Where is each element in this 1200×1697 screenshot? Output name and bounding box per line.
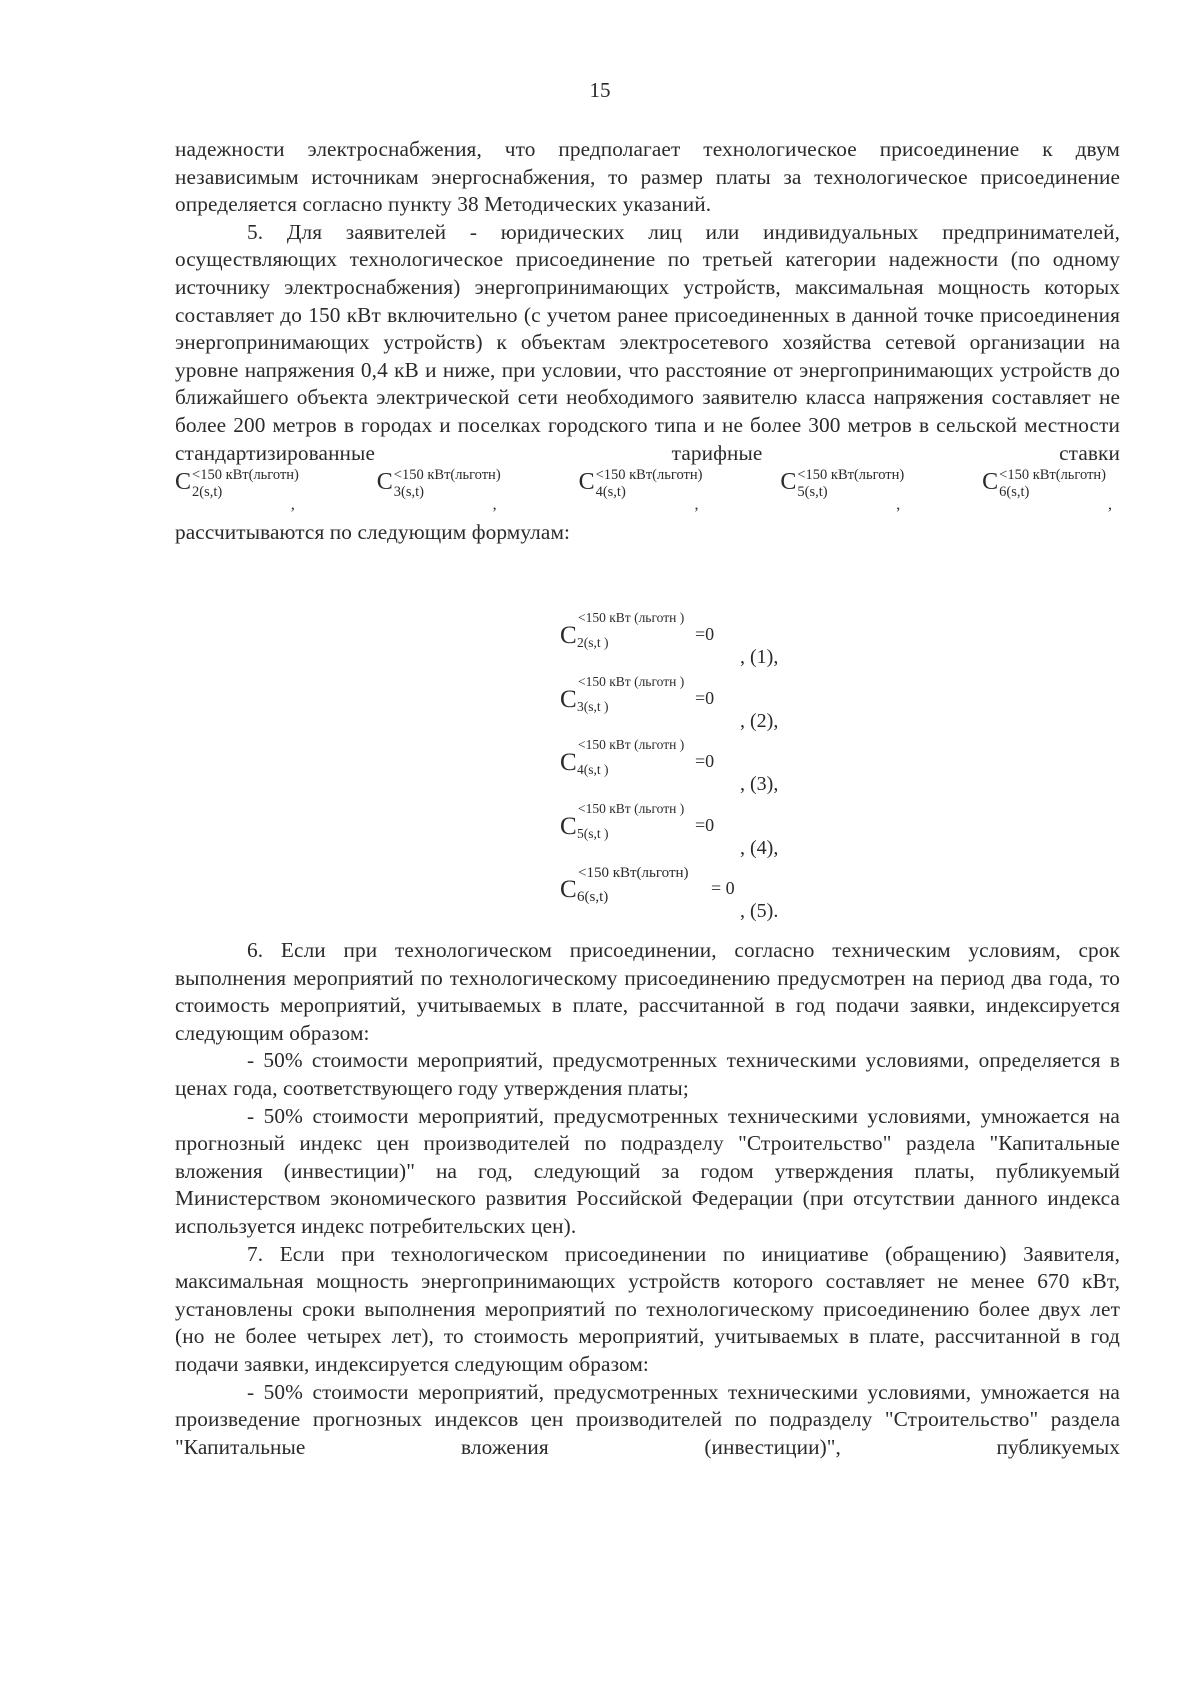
formula-subscript: 4(s,t ): [577, 762, 609, 777]
formula-4: [560, 801, 860, 865]
formula-symbol: C: [560, 685, 577, 713]
formula-equals: =0: [695, 814, 715, 835]
symbol-letter: C: [578, 469, 595, 496]
formula-symbol: C: [560, 812, 577, 840]
formula-number: , (1),: [740, 646, 779, 668]
symbol-separator: ,: [694, 496, 699, 514]
paragraph-7: 7. Если при технологическом присоединении по инициативе (обращению) Заявителя, максимальная мощность энергопринимающих устройств которого составляет не менее 670 кВт, установлены сроки выполнения мероприятий по технологическому присоединению более двух лет (но не более четырех лет), то стоимость мероприятий, учитываемых в плате, рассчитанной в год подачи заявки, индексируется следующим образом:: [175, 1241, 1120, 1376]
formula-subscript: 6(s,t): [577, 889, 609, 905]
symbol-subscript: 2(s,t): [192, 484, 223, 501]
formula-equals: =0: [695, 624, 715, 644]
formula-symbol: C: [560, 749, 577, 776]
symbol-letter: C: [982, 469, 999, 496]
symbol-letter: C: [780, 469, 797, 496]
document-body-top: [175, 136, 1120, 547]
paragraph-6-item-1: - 50% стоимости мероприятий, предусмотренных техническими условиями, определяется в ценах года, соответствующего году утверждения платы;: [175, 1048, 1120, 1100]
formula-3: [560, 737, 860, 801]
rate-symbol-4: [578, 467, 703, 514]
formula-equals: =0: [695, 687, 715, 708]
rate-symbol-6: [982, 467, 1112, 513]
symbol-subscript: 3(s,t): [393, 484, 425, 501]
rate-symbol-3: [376, 467, 501, 514]
symbol-letter: C: [175, 469, 192, 496]
symbol-superscript: <150 кВт(льготн): [595, 467, 703, 484]
symbol-subscript: 4(s,t): [595, 484, 626, 501]
formula-number: , (5).: [740, 900, 779, 922]
rate-symbol-5: [780, 467, 905, 514]
symbol-subscript: 6(s,t): [999, 484, 1030, 501]
formula-superscript: <150 кВт (льготн ): [578, 673, 685, 689]
symbol-separator: ,: [1108, 496, 1112, 514]
formula-5: [560, 864, 860, 928]
symbol-separator: ,: [896, 496, 901, 514]
formula-equals: =0: [695, 751, 715, 771]
formula-2: [560, 674, 860, 738]
formula-subscript: 3(s,t ): [577, 698, 609, 714]
formula-symbol: C: [560, 622, 577, 649]
formula-superscript: <150 кВт (льготн ): [578, 610, 685, 625]
symbol-superscript: <150 кВт(льготн): [192, 467, 299, 484]
symbol-separator: ,: [492, 496, 497, 514]
formula-superscript: <150 кВт (льготн ): [578, 800, 685, 816]
formula-symbol: C: [560, 876, 577, 903]
rate-symbol-2: [175, 467, 299, 514]
symbol-separator: ,: [290, 496, 295, 514]
paragraph-continuation: надежности электроснабжения, что предполагает технологическое присоединение к двум независимым источникам энергоснабжения, то размер платы за технологическое присоединение определяется согласно пункту 38 Методических указаний.: [175, 137, 1120, 217]
symbol-superscript: <150 кВт(льготн): [393, 467, 501, 484]
formula-subscript: 5(s,t ): [577, 825, 609, 841]
formula-equals: = 0: [711, 878, 735, 898]
formula-number: , (2),: [740, 709, 779, 732]
symbol-letter: C: [376, 469, 393, 496]
document-body-bottom: [175, 937, 1120, 1461]
tariff-rate-symbols: [175, 467, 1120, 519]
page-number: 15: [589, 78, 611, 102]
symbol-superscript: <150 кВт(льготн): [999, 467, 1106, 484]
formula-block: [560, 610, 860, 928]
symbol-subscript: 5(s,t): [797, 484, 828, 501]
formula-number: , (3),: [740, 773, 779, 795]
formula-superscript: <150 кВт (льготн ): [578, 737, 685, 752]
paragraph-5: 5. Для заявителей - юридических лиц или индивидуальных предпринимателей, осуществляющих технологическое присоединение по третьей категории надежности (по одному источнику электроснабжения) энергопринимающих устройств, максимальная мощность которых составляет до 150 кВт включительно (с учетом ранее присоединенных в данной точке присоединения энергопринимающих устройств) к объектам электросетевого хозяйства сетевой организации на уровне напряжения 0,4 кВ и ниже, при условии, что расстояние от энергопринимающих устройств до ближайшего объекта электрической сети необходимого заявителю класса напряжения составляет не более 200 метров в городах и поселках городского типа и не более 300 метров в сельской местности стандартизированные тарифные ставки: [175, 219, 1120, 465]
symbol-superscript: <150 кВт(льготн): [797, 467, 905, 484]
paragraph-7-item-1: - 50% стоимости мероприятий, предусмотренных техническими условиями, умножается на произведение прогнозных индексов цен производителей по подразделу "Строительство" раздела "Капитальные вложения (инвестиции)", публикуемых: [175, 1379, 1120, 1459]
formula-number: , (4),: [740, 836, 779, 859]
formula-superscript: <150 кВт(льготн): [578, 865, 689, 881]
paragraph-6-item-2: - 50% стоимости мероприятий, предусмотренных техническими условиями, умножается на прогнозный индекс цен производителей по подразделу "Строительство" раздела "Капитальные вложения (инвестиции)" на год, следующий за годом утверждения платы, публикуемый Министерством экономического развития Российской Федерации (при отсутствии данного индекса используется индекс потребительских цен).: [175, 1103, 1120, 1238]
paragraph-6: 6. Если при технологическом присоединении, согласно техническим условиям, срок выполнения мероприятий по технологическому присоединению предусмотрен на период два года, то стоимость мероприятий, учитываемых в плате, рассчитанной в год подачи заявки, индексируется следующим образом:: [175, 938, 1120, 1045]
formula-1: [560, 610, 860, 674]
formulas-intro: рассчитываются по следующим формулам:: [175, 520, 571, 545]
formula-subscript: 2(s,t ): [577, 635, 609, 650]
